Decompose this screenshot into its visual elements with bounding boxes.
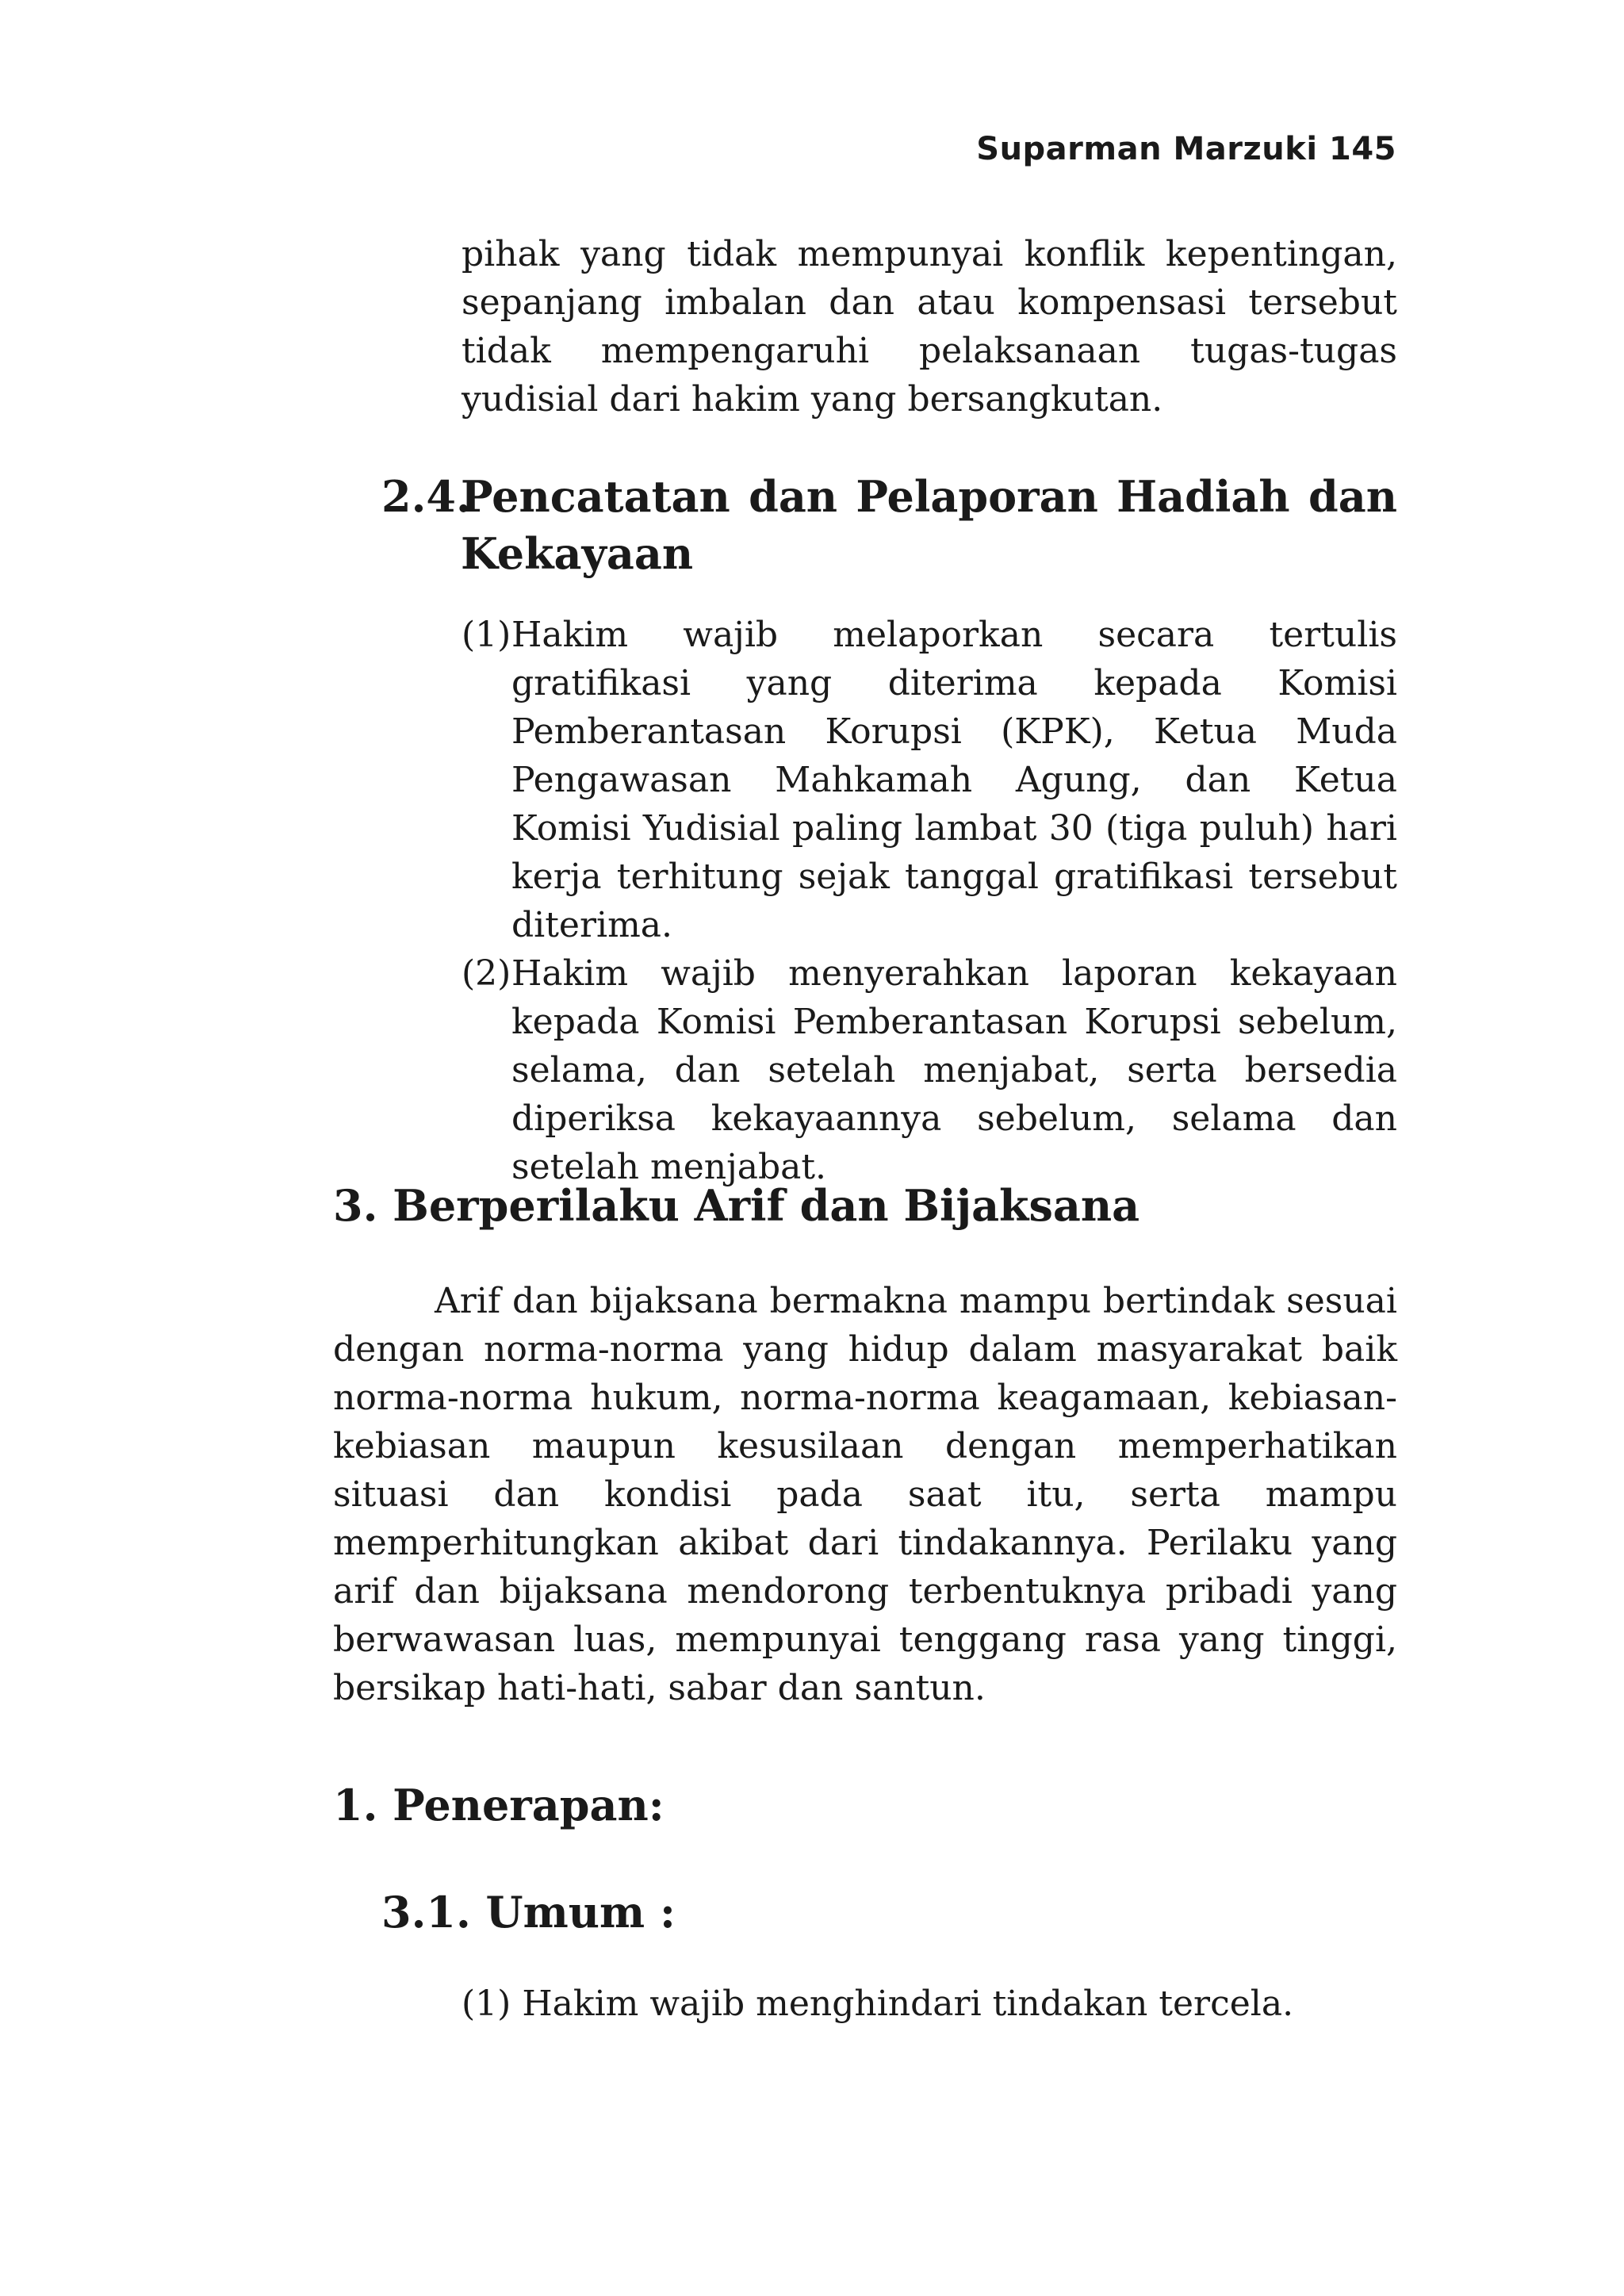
numbered-list [462, 611, 1397, 1191]
continuation-paragraph: pihak yang tidak mempunyai konflik kepentingan, sepanjang imbalan dan atau kompensasi tersebut tidak mempengaruhi pelaksanaan tugas-tugas yudisial dari hakim yang bersangkutan. [462, 234, 1397, 420]
section-3-heading: 3. Berperilaku Arif dan Bijaksana [333, 1180, 1140, 1231]
section-3-1-heading: 3.1. Umum : [381, 1887, 676, 1938]
section-number: 2.4. [381, 471, 471, 522]
list-item-text: Hakim wajib menyerahkan laporan kekayaan kepada Komisi Pemberantasan Korupsi sebelum, selama, dan setelah menjabat, serta bersedia diperiksa kekayaannya sebelum, selama dan setelah menjabat. [511, 953, 1397, 1187]
list-marker: (2) [462, 953, 511, 994]
running-header: Suparman Marzuki 145 [976, 131, 1396, 167]
list-marker: (1) [462, 615, 511, 655]
list-item [462, 611, 1397, 949]
list-item: (1) Hakim wajib menghindari tindakan tercela. [462, 1984, 1294, 2024]
section-2-4-heading [381, 468, 1397, 582]
list-item-text: Hakim wajib melaporkan secara tertulis gratifikasi yang diterima kepada Komisi Pemberantasan Korupsi (KPK), Ketua Muda Pengawasan Mahkamah Agung, dan Ketua Komisi Yudisial paling lambat 30 (tiga puluh) hari kerja terhitung sejak tanggal gratifikasi tersebut diterima. [511, 615, 1397, 945]
penerapan-heading: 1. Penerapan: [333, 1780, 665, 1830]
section-title: Pencatatan dan Pelaporan Hadiah dan Kekayaan [461, 471, 1397, 579]
section-3-paragraph: Arif dan bijaksana bermakna mampu bertindak sesuai dengan norma-norma yang hidup dalam masyarakat baik norma-norma hukum, norma-norma keagamaan, kebiasan-kebiasan maupun kesusilaan dengan memperhatikan situasi dan kondisi pada saat itu, serta mampu memperhitungkan akibat dari tindakannya. Perilaku yang arif dan bijaksana mendorong terbentuknya pribadi yang berwawasan luas, mempunyai tenggang rasa yang tinggi, bersikap hati-hati, sabar dan santun. [333, 1281, 1397, 1708]
list-item [462, 949, 1397, 1191]
